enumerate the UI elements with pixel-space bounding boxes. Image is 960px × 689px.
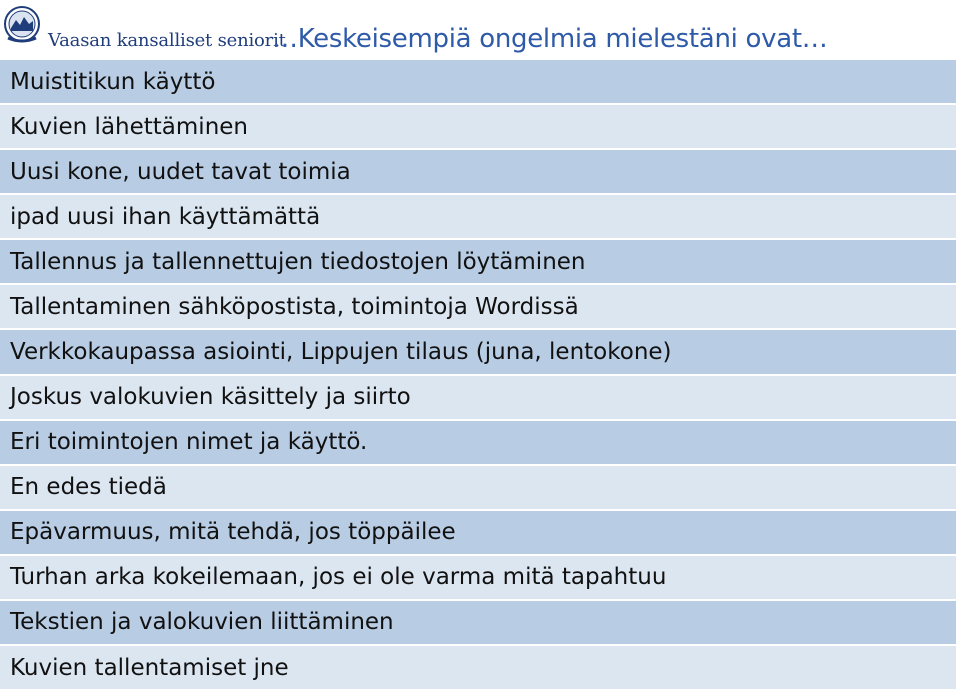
table-row: Joskus valokuvien käsittely ja siirto: [0, 374, 956, 419]
table-row: Tekstien ja valokuvien liittäminen: [0, 599, 956, 644]
organization-logo: [2, 3, 286, 51]
table-row: Epävarmuus, mitä tehdä, jos töppäilee: [0, 509, 956, 554]
problems-table: [0, 58, 956, 689]
slide-title: …Keskeisempiä ongelmia mielestäni ovat…: [272, 24, 828, 54]
logo-text: Vaasan kansalliset seniorit: [48, 29, 286, 51]
table-row: Verkkokaupassa asiointi, Lippujen tilaus (juna, lentokone): [0, 328, 956, 373]
table-row: Tallennus ja tallennettujen tiedostojen löytäminen: [0, 238, 956, 283]
table-row: Uusi kone, uudet tavat toimia: [0, 148, 956, 193]
table-row: Tallentaminen sähköpostista, toimintoja Wordissä: [0, 283, 956, 328]
table-row: En edes tiedä: [0, 464, 956, 509]
table-row: ipad uusi ihan käyttämättä: [0, 193, 956, 238]
table-row: Kuvien tallentamiset jne: [0, 644, 956, 689]
table-row: Eri toimintojen nimet ja käyttö.: [0, 419, 956, 464]
table-row: Turhan arka kokeilemaan, jos ei ole varma mitä tapahtuu: [0, 554, 956, 599]
table-row: Kuvien lähettäminen: [0, 103, 956, 148]
seal-emblem-icon: [2, 4, 42, 46]
table-row: Muistitikun käyttö: [0, 58, 956, 103]
